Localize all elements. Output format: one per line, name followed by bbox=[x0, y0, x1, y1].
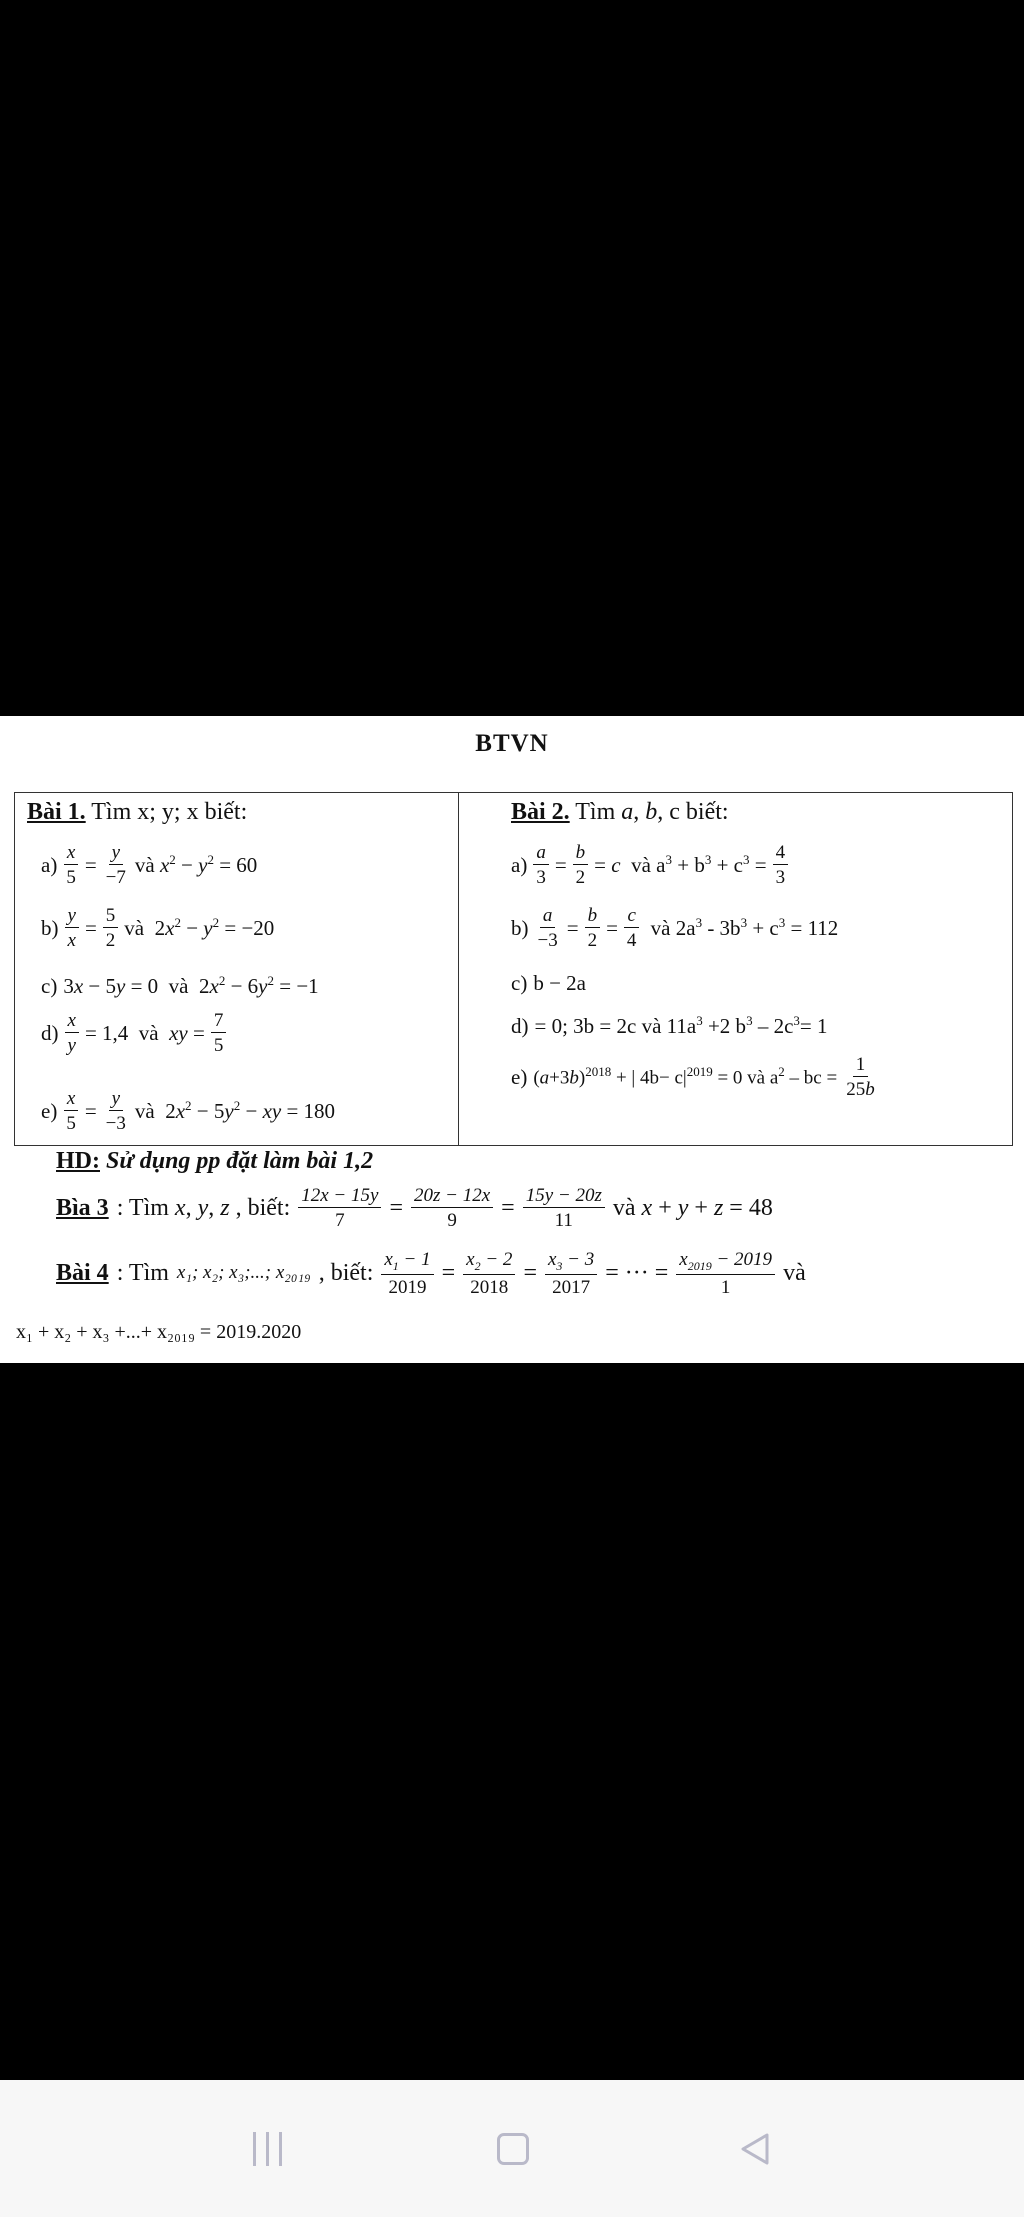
bai1-text: Tìm x; y; x biết: bbox=[91, 799, 248, 825]
menu-icon[interactable] bbox=[244, 2126, 290, 2172]
bai2-header: Bài 2. Tìm a, b, c biết: bbox=[511, 799, 729, 825]
item-letter: c) bbox=[41, 973, 58, 998]
fraction: $\frac{y}{-7}$ bbox=[105, 842, 126, 888]
bai4-text: : Tìm bbox=[116, 1259, 169, 1286]
fraction: $\frac{c}{4}$ bbox=[624, 906, 640, 950]
fraction: $\frac{20z - 12x}{9}$ bbox=[411, 1186, 493, 1230]
fraction: $\frac{y}{x}$ bbox=[65, 906, 79, 950]
hint-label: HD: bbox=[56, 1148, 100, 1174]
fraction: $\frac{1}{25b}$ bbox=[846, 1054, 875, 1100]
fraction: $\frac{x_3 - 3}{2017}$ bbox=[545, 1250, 597, 1297]
fraction: $\frac{15y - 20z}{11}$ bbox=[523, 1186, 605, 1230]
fraction: $\frac{x_1 - 1}{2019}$ bbox=[381, 1250, 433, 1297]
fraction: $\frac{5}{2}$ bbox=[103, 906, 119, 950]
item-letter: d) bbox=[511, 1013, 529, 1038]
fraction: $\frac{7}{5}$ bbox=[211, 1011, 227, 1055]
bai1-label: Bài 1. bbox=[27, 799, 86, 825]
bai1-item-b: b) $\frac{y}{x}$ = $\frac{5}{2}$ và $2x^2 - y^2 = -20$ bbox=[41, 905, 275, 951]
document-page bbox=[0, 716, 1024, 1363]
page-title: BTVN bbox=[475, 730, 549, 757]
bai4-condition: x₁ + x₂ + x₃ +...+ x₂₀₁₉ = 2019.2020 bbox=[16, 1321, 302, 1343]
bai4-tail: và bbox=[783, 1259, 806, 1286]
home-icon[interactable] bbox=[490, 2126, 536, 2172]
fraction: $\frac{a}{3}$ bbox=[533, 843, 549, 887]
back-icon[interactable] bbox=[732, 2126, 778, 2172]
fraction: $\frac{x_2 - 2}{2018}$ bbox=[463, 1250, 515, 1297]
item-letter: b) bbox=[41, 915, 59, 940]
bai2-label: Bài 2. bbox=[511, 799, 570, 825]
bai1-header bbox=[27, 799, 247, 826]
bai1-item-c: c) 3x − 5y = 0 và $2x^2 - 6y^2 = -1$ bbox=[41, 973, 319, 998]
fraction: $\frac{y}{-3}$ bbox=[105, 1088, 126, 1134]
bai1-cell bbox=[15, 793, 459, 1146]
fraction: $\frac{4}{3}$ bbox=[773, 843, 789, 887]
bai3-label: Bìa 3 bbox=[56, 1194, 109, 1221]
item-letter: a) bbox=[511, 852, 528, 877]
fraction: $\frac{x_{2019} - 2019}{1}$ bbox=[676, 1250, 775, 1297]
item-letter: d) bbox=[41, 1020, 59, 1045]
exercise-table bbox=[14, 792, 1013, 1146]
fraction: $\frac{12x - 15y}{7}$ bbox=[298, 1186, 381, 1230]
fraction: $\frac{x}{5}$ bbox=[63, 1089, 79, 1133]
hint-line bbox=[56, 1148, 373, 1175]
bai4-mid: , biết: bbox=[318, 1259, 374, 1286]
fraction: $\frac{b}{2}$ bbox=[585, 906, 601, 950]
bai1-item-a: a) $\frac{x}{5}$ = $\frac{y}{-7}$ và $x^2 - y^2 = 60$ bbox=[41, 842, 258, 888]
item-letter: b) bbox=[511, 915, 529, 940]
item-letter: a) bbox=[41, 852, 58, 877]
bai1-item-e: e) $\frac{x}{5}$ = $\frac{y}{-3}$ và $2x^2 - 5y^2$ − xy = 180 bbox=[41, 1088, 336, 1134]
bai3-line: Bìa 3 : Tìm x, y, z , biết: $\frac{12x - 15y}{7}$ = $\frac{20z - 12x}{9}$ = $\frac{15y - 20z}{11}$ và x + y + z = 48 bbox=[56, 1185, 773, 1231]
bai2-item-a: a) $\frac{a}{3}$ = $\frac{b}{2}$ = c và $a^3 + b^3 + c^3$ = $\frac{4}{3}$ bbox=[511, 843, 788, 887]
bai2-item-d: d) = 0; 3b = 2c và $11a^3 +2$ $b^3 - 2c^3= 1$ bbox=[511, 1013, 828, 1038]
item-letter: c) bbox=[511, 971, 528, 995]
bai2-cell bbox=[459, 793, 1013, 1146]
bai1-item-d: d) $\frac{x}{y}$ = 1,4 và xy = $\frac{7}{5}$ bbox=[41, 1011, 226, 1055]
android-nav-bar bbox=[0, 2080, 1024, 2217]
fraction: $\frac{x}{y}$ bbox=[65, 1011, 79, 1055]
fraction: $\frac{x}{5}$ bbox=[63, 843, 79, 887]
fraction: $\frac{b}{2}$ bbox=[573, 843, 589, 887]
item-letter: e) bbox=[511, 1064, 528, 1089]
bai2-item-e: e) $(a+3b)^{2018}$ + | $4b- c|^{2019} = 0$ và $a^2$ – bc = $\frac{1}{25b}$ bbox=[511, 1055, 878, 1099]
bai4-line: Bài 4 : Tìm x₁; x₂; x₃;...; x₂₀₁₉ , biết: $\frac{x_1 - 1}{2019}$ = $\frac{x_2 - 2}{2018}$ = $\frac{x_3 - 3}{2017}$ = ··· = $\frac{x_{2019} - 2019}{1}$ và bbox=[56, 1249, 806, 1298]
bai4-label: Bài 4 bbox=[56, 1259, 109, 1286]
hint-text: Sử dụng pp đặt làm bài 1,2 bbox=[106, 1148, 374, 1174]
bai2-item-b: b) $\frac{a}{-3}$ = $\frac{b}{2}$ = $\frac{c}{4}$ và $2a^3 - 3b^3 + c^3 = 112$ bbox=[511, 905, 839, 951]
item-letter: e) bbox=[41, 1098, 58, 1123]
item-equation: b − 2a bbox=[533, 971, 586, 995]
bai4-vars: x₁; x₂; x₃;...; x₂₀₁₉ bbox=[176, 1262, 311, 1284]
fraction: $\frac{a}{-3}$ bbox=[537, 905, 558, 951]
bai2-item-c bbox=[511, 971, 586, 996]
